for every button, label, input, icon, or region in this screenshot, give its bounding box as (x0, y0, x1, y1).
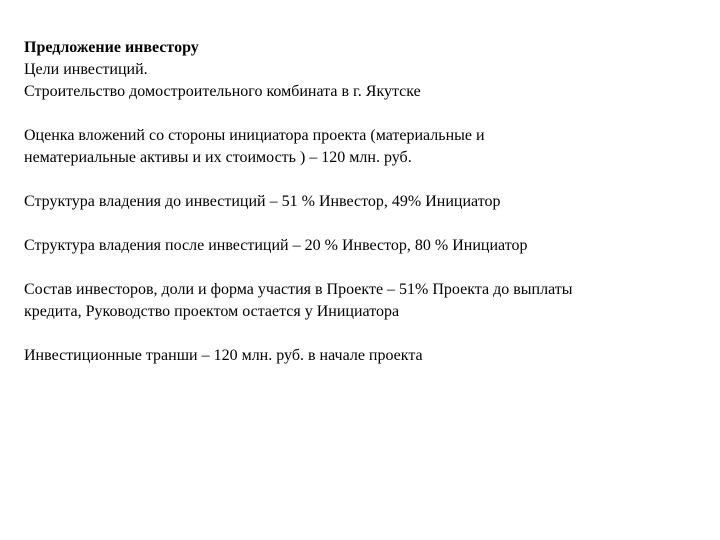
paragraph-line: кредита, Руководство проектом остается у Инициатора (24, 303, 400, 320)
goal-text: Строительство домостроительного комбината в г. Якутске (24, 83, 421, 100)
paragraph-line: нематериальные активы и их стоимость ) – 120 млн. руб. (24, 149, 412, 166)
document-body (24, 37, 704, 367)
spacer (24, 213, 704, 235)
paragraph-line: Структура владения до инвестиций – 51 % Инвестор, 49% Инициатор (24, 193, 501, 210)
paragraph-line: Инвестиционные транши – 120 млн. руб. в начале проекта (24, 347, 423, 364)
document-title: Предложение инвестору (24, 39, 199, 56)
spacer (24, 103, 704, 125)
spacer (24, 169, 704, 191)
goals-label: Цели инвестиций. (24, 61, 148, 78)
spacer (24, 257, 704, 279)
valuation-paragraph (24, 125, 704, 169)
investors-paragraph (24, 279, 704, 323)
spacer (24, 323, 704, 345)
paragraph-line: Состав инвесторов, доли и форма участия в Проекте – 51% Проекта до выплаты (24, 281, 573, 298)
paragraph-line: Оценка вложений со стороны инициатора проекта (материальные и (24, 127, 485, 144)
heading-block (24, 37, 704, 103)
ownership-after-paragraph (24, 235, 704, 257)
ownership-before-paragraph (24, 191, 704, 213)
tranches-paragraph (24, 345, 704, 367)
paragraph-line: Структура владения после инвестиций – 20 % Инвестор, 80 % Инициатор (24, 237, 528, 254)
